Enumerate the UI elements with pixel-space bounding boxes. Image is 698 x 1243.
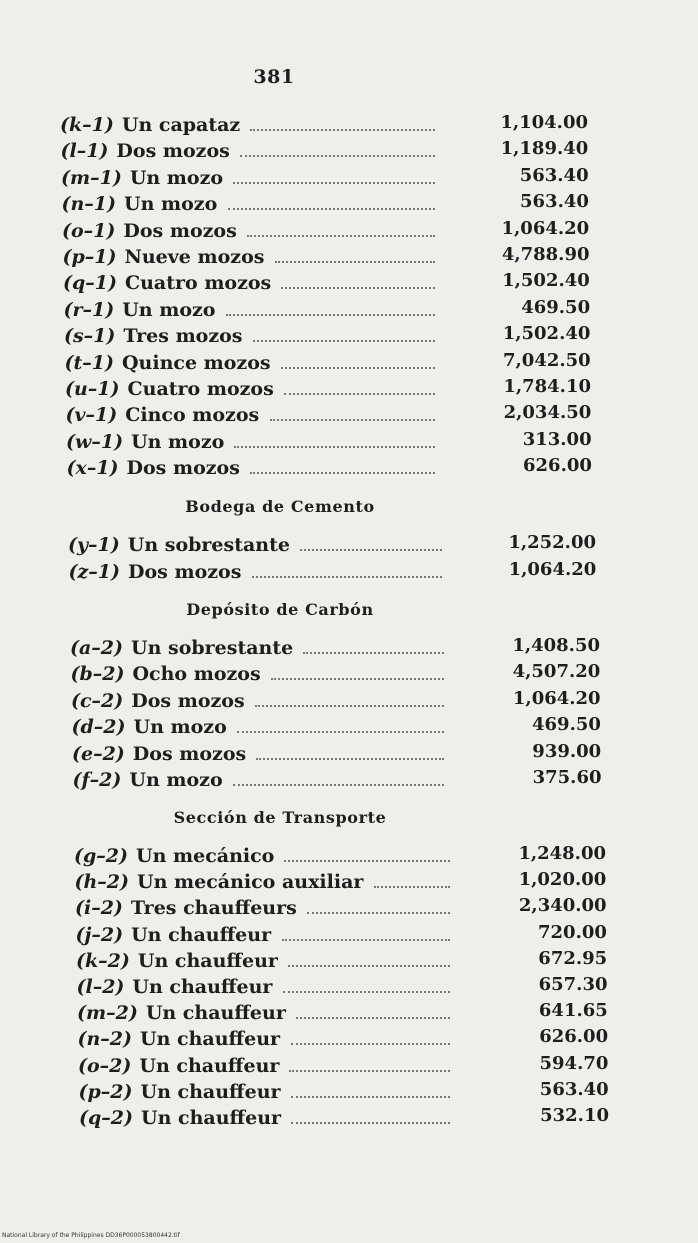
entry-code: (z–1) [68, 561, 120, 583]
entry-row [62, 191, 218, 217]
dotted-leader [233, 182, 435, 184]
entry-amount: 626.00 [523, 455, 592, 477]
entry-amount: 641.65 [538, 1000, 608, 1022]
entry-amount: 1,020.00 [518, 869, 607, 891]
entry-code: (l–1) [60, 140, 109, 163]
entry-amount: 7,042.50 [503, 349, 591, 371]
entry-description: Tres chauffeurs [130, 897, 297, 920]
entry-amount: 375.60 [532, 767, 602, 788]
entry-description: Cuatro mozos [127, 378, 274, 400]
entry-row [76, 948, 278, 974]
entry-description: Dos mozos [116, 140, 230, 163]
dotted-leader [271, 678, 445, 680]
entry-code: (j–2) [75, 923, 124, 946]
entry-row [68, 532, 290, 558]
entry-description: Nueve mozos [124, 246, 265, 268]
dotted-leader [252, 576, 443, 578]
entry-row [73, 767, 223, 793]
entry-description: Un chauffeur [139, 1054, 280, 1077]
entry-code: (d–2) [71, 716, 126, 739]
entry-row [66, 429, 224, 455]
entry-amount: 720.00 [538, 921, 607, 943]
entry-code: (e–2) [72, 742, 125, 765]
entry-amount: 2,034.50 [503, 402, 592, 424]
scan-footer: National Library of the Philippines DD36P000053800442.tif [2, 1232, 180, 1239]
entry-row [79, 1079, 281, 1105]
entry-description: Cinco mozos [125, 404, 260, 427]
entry-row [72, 741, 246, 767]
entry-amount: 563.40 [520, 191, 589, 213]
entry-code: (q–1) [63, 272, 117, 295]
entry-amount: 1,248.00 [518, 843, 606, 864]
entry-amount: 626.00 [539, 1026, 609, 1048]
entry-code: (v–1) [65, 404, 118, 427]
dotted-leader [255, 705, 444, 707]
entry-row [61, 138, 230, 164]
entry-row [69, 559, 242, 585]
dotted-leader [233, 784, 445, 786]
dotted-leader [253, 340, 435, 342]
entry-row [64, 297, 216, 323]
entry-description: Un capataz [121, 114, 241, 136]
entry-row [60, 112, 240, 138]
entry-description: Un mecánico auxiliar [137, 871, 364, 894]
entry-code: (y–1) [68, 534, 120, 556]
entry-code: (b–2) [70, 663, 125, 686]
entry-code: (c–2) [71, 689, 124, 712]
dotted-leader [256, 758, 444, 760]
dotted-leader [284, 860, 450, 862]
section-title-deposito: Depósito de Carbón [186, 600, 374, 619]
entry-code: (o–2) [78, 1054, 132, 1077]
entry-description: Un chauffeur [140, 1080, 281, 1103]
dotted-leader [307, 912, 450, 914]
entry-description: Cuatro mozos [125, 272, 272, 295]
entry-description: Un mozo [129, 166, 224, 189]
entry-description: Un sobrestante [131, 637, 294, 659]
entry-description: Un mozo [133, 716, 227, 739]
entry-description: Tres mozos [123, 325, 243, 348]
entry-code: (h–2) [74, 871, 130, 894]
entry-description: Un mecánico [136, 845, 275, 867]
dotted-leader [250, 472, 436, 474]
dotted-leader [237, 731, 445, 733]
dotted-leader [291, 1043, 451, 1045]
entry-row [65, 376, 274, 402]
entry-description: Un mozo [124, 193, 218, 216]
entry-row [62, 218, 237, 244]
entry-amount: 4,788.90 [501, 244, 590, 265]
entry-description: Un chauffeur [137, 949, 278, 972]
entry-row [77, 974, 273, 1000]
entry-description: Dos mozos [123, 219, 237, 242]
entry-description: Un chauffeur [141, 1107, 282, 1129]
entry-description: Un mozo [129, 769, 223, 791]
entry-code: (x–1) [66, 457, 119, 480]
entry-amount: 1,252.00 [508, 532, 596, 553]
entry-description: Un chauffeur [140, 1028, 281, 1051]
entry-code: (q–2) [79, 1107, 133, 1129]
entry-code: (k–2) [76, 949, 130, 972]
entry-description: Dos mozos [132, 742, 247, 765]
entry-amount: 594.70 [539, 1052, 609, 1074]
dotted-leader [282, 939, 451, 941]
entry-amount: 1,064.20 [501, 217, 590, 239]
entry-amount: 1,189.40 [500, 138, 589, 160]
entry-description: Un chauffeur [132, 976, 273, 998]
entry-description: Un sobrestante [127, 534, 290, 556]
entry-amount: 1,408.50 [512, 635, 600, 656]
dotted-leader [247, 235, 435, 237]
entry-description: Un mozo [122, 298, 216, 321]
entry-row [79, 1105, 281, 1131]
dotted-leader [228, 208, 436, 210]
entry-description: Dos mozos [131, 689, 245, 712]
entry-code: (a–2) [70, 637, 124, 659]
entry-description: Dos mozos [128, 561, 242, 583]
dotted-leader [291, 1096, 451, 1098]
entry-amount: 1,064.20 [512, 687, 601, 709]
dotted-leader [240, 155, 436, 157]
entry-row [75, 869, 364, 895]
entry-code: (n–2) [77, 1028, 133, 1051]
entry-code: (r–1) [63, 298, 115, 321]
entry-row [67, 455, 240, 481]
entry-row [71, 688, 245, 714]
entry-row [76, 922, 272, 948]
entry-row [70, 635, 293, 661]
entry-amount: 657.30 [538, 974, 608, 995]
entry-code: (t–1) [64, 351, 114, 374]
entry-code: (m–2) [77, 1002, 138, 1025]
entry-code: (k–1) [60, 114, 114, 136]
entry-row [74, 843, 274, 869]
entry-description: Ocho mozos [132, 663, 261, 686]
entry-code: (u–1) [65, 378, 120, 400]
entry-amount: 672.95 [538, 947, 608, 969]
entry-amount: 563.40 [519, 164, 589, 186]
entry-amount: 469.50 [521, 296, 591, 318]
section-title-transporte: Sección de Transporte [173, 808, 387, 827]
entry-row [63, 270, 271, 296]
entry-row [78, 1026, 281, 1052]
dotted-leader [303, 652, 444, 654]
entry-row [61, 165, 223, 191]
entry-amount: 1,784.10 [503, 376, 591, 397]
entry-code: (s–1) [64, 325, 116, 348]
entry-row [64, 323, 243, 349]
dotted-leader [296, 1017, 450, 1019]
dotted-leader [374, 886, 451, 888]
entry-code: (n–1) [61, 193, 117, 216]
entry-amount: 313.00 [522, 428, 592, 450]
entry-row [65, 350, 271, 376]
entry-code: (l–2) [76, 976, 125, 998]
entry-amount: 939.00 [532, 740, 602, 762]
entry-code: (f–2) [72, 769, 122, 791]
dotted-leader [289, 1070, 450, 1072]
entry-amount: 4,507.20 [512, 661, 601, 683]
entry-amount: 532.10 [540, 1105, 609, 1126]
entry-code: (m–1) [61, 166, 122, 189]
dotted-leader [250, 129, 435, 131]
entry-description: Un mozo [131, 430, 225, 453]
dotted-leader [281, 367, 436, 369]
dotted-leader [300, 549, 442, 551]
entry-amount: 1,502.40 [502, 270, 590, 292]
entry-code: (g–2) [74, 845, 128, 867]
entry-row [72, 714, 227, 740]
entry-description: Dos mozos [126, 457, 240, 480]
entry-amount: 1,502.40 [502, 323, 591, 345]
entry-description: Un chauffeur [145, 1002, 286, 1025]
entry-amount: 469.50 [532, 714, 601, 736]
entry-row [63, 244, 265, 270]
entry-code: (p–1) [62, 246, 117, 268]
dotted-leader [270, 419, 436, 421]
entry-row [78, 1053, 279, 1079]
entry-amount: 1,064.20 [508, 559, 597, 580]
dotted-leader [226, 314, 436, 316]
entry-code: (o–1) [62, 219, 116, 242]
section-title-bodega: Bodega de Cemento [185, 497, 375, 516]
page-number: 381 [253, 66, 295, 88]
entry-row [77, 1000, 286, 1026]
entry-amount: 2,340.00 [518, 895, 607, 917]
dotted-leader [234, 446, 435, 448]
dotted-leader [281, 287, 435, 289]
dotted-leader [284, 393, 435, 395]
entry-code: (p–2) [78, 1080, 133, 1103]
dotted-leader [288, 965, 450, 967]
entry-amount: 563.40 [539, 1078, 609, 1100]
dotted-leader [283, 991, 451, 993]
entry-amount: 1,104.00 [500, 112, 588, 133]
entry-row [66, 402, 260, 428]
entry-row [71, 661, 261, 687]
entry-description: Un chauffeur [131, 923, 272, 946]
entry-description: Quince mozos [121, 351, 271, 374]
dotted-leader [291, 1122, 450, 1124]
entry-code: (w–1) [66, 430, 124, 453]
dotted-leader [275, 261, 436, 263]
entry-code: (i–2) [75, 897, 123, 920]
entry-row [75, 895, 297, 921]
